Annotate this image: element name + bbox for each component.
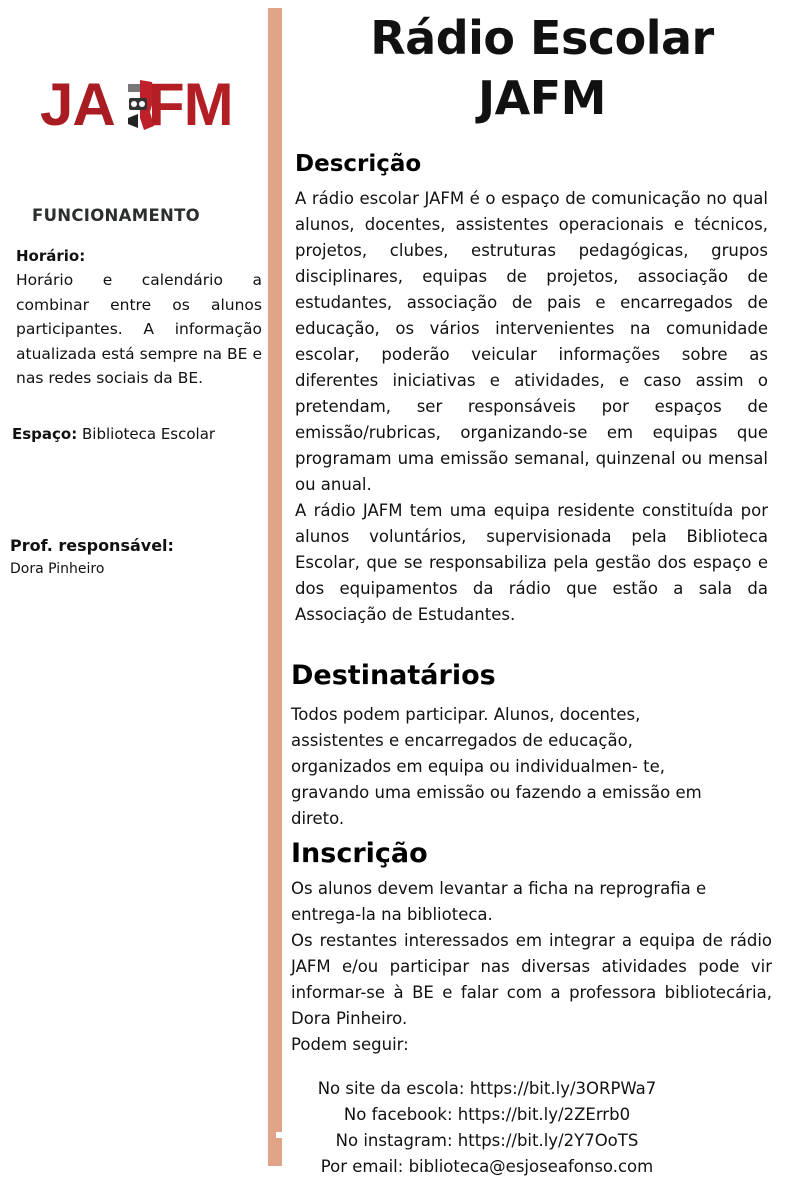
jafm-logo bbox=[40, 71, 233, 138]
contact-email-link[interactable]: biblioteca@esjoseafonso.com bbox=[408, 1157, 654, 1176]
destinatarios-heading: Destinatários bbox=[291, 660, 496, 691]
accent-divider-bar bbox=[268, 8, 282, 1166]
descricao-body bbox=[295, 186, 768, 628]
descricao-paragraph-1: A rádio escolar JAFM é o espaço de comunicação no qual alunos, docentes, assistentes operacionais e técnicos, projetos, clubes, estruturas pedagógicas, grupos disciplinares, equipas de projetos, associação de estudantes, associação de pais e encarregados de educação, os vários intervenientes na comunidade escolar, poderão veicular informações sobre as diferentes iniciativas e atividades, e caso assim o pretendam, ser responsáveis por espaços de emissão/rubricas, organizando-se em equipas que programam uma emissão semanal, quinzenal ou mensal ou anual. bbox=[295, 189, 768, 494]
contact-email bbox=[290, 1154, 684, 1180]
contact-label: Por email: bbox=[320, 1157, 404, 1176]
contact-site bbox=[290, 1076, 684, 1102]
destinatarios-line: organizados em equipa ou individualmen- te, bbox=[291, 757, 665, 776]
espaco-field bbox=[12, 425, 215, 443]
prof-responsavel-name: Dora Pinheiro bbox=[10, 561, 105, 577]
inscricao-paragraph-2: Os restantes interessados em integrar a equipa de rádio JAFM e/ou participar nas diversas atividades pode vir informar-se à BE e falar com a professora bibliotecária, Dora Pinheiro. bbox=[291, 931, 772, 1028]
espaco-label: Espaço: bbox=[12, 425, 78, 443]
horario-text: Horário e calendário a combinar entre os alunos participantes. A informação atualizada está sempre na BE e nas redes sociais da BE. bbox=[16, 271, 262, 387]
logo-text-left: JA bbox=[40, 71, 115, 138]
page-title bbox=[290, 8, 794, 128]
destinatarios-line: assistentes e encarregados de educação, bbox=[291, 731, 633, 750]
contact-facebook bbox=[290, 1102, 684, 1128]
inscricao-body bbox=[291, 876, 772, 1058]
page-title-line2: JAFM bbox=[478, 71, 606, 125]
logo-text-right: FM bbox=[148, 71, 233, 138]
destinatarios-body bbox=[291, 702, 771, 832]
descricao-heading: Descrição bbox=[295, 151, 422, 177]
espaco-value: Biblioteca Escolar bbox=[82, 425, 216, 443]
follow-label: Podem seguir: bbox=[291, 1035, 409, 1054]
contact-instagram-link[interactable]: https://bit.ly/2Y7OoTS bbox=[457, 1131, 639, 1150]
page-title-line1: Rádio Escolar bbox=[370, 11, 714, 65]
contact-site-link[interactable]: https://bit.ly/3ORPWa7 bbox=[469, 1079, 657, 1098]
contact-label: No instagram: bbox=[335, 1131, 453, 1150]
destinatarios-line: gravando uma emissão ou fazendo a emissão em bbox=[291, 783, 702, 802]
descricao-paragraph-2: A rádio JAFM tem uma equipa residente constituída por alunos voluntários, supervisionada pela Biblioteca Escolar, que se responsabiliza pela gestão dos espaço e dos equipamentos da rádio que estão a sala da Associação de Estudantes. bbox=[295, 501, 768, 624]
contact-facebook-link[interactable]: https://bit.ly/2ZErrb0 bbox=[457, 1105, 631, 1124]
funcionamento-heading: FUNCIONAMENTO bbox=[32, 206, 201, 225]
contact-instagram bbox=[290, 1128, 684, 1154]
horario-label: Horário: bbox=[16, 247, 86, 265]
prof-responsavel-label: Prof. responsável: bbox=[10, 536, 174, 555]
contact-list bbox=[290, 1076, 684, 1180]
inscricao-heading: Inscrição bbox=[291, 838, 428, 869]
divider-notch bbox=[276, 1132, 282, 1138]
contact-label: No facebook: bbox=[343, 1105, 453, 1124]
destinatarios-line: direto. bbox=[291, 809, 345, 828]
destinatarios-line: Todos podem participar. Alunos, docentes, bbox=[291, 705, 641, 724]
contact-label: No site da escola: bbox=[317, 1079, 465, 1098]
inscricao-paragraph-1: Os alunos devem levantar a ficha na reprografia e entrega-la na biblioteca. bbox=[291, 879, 707, 924]
